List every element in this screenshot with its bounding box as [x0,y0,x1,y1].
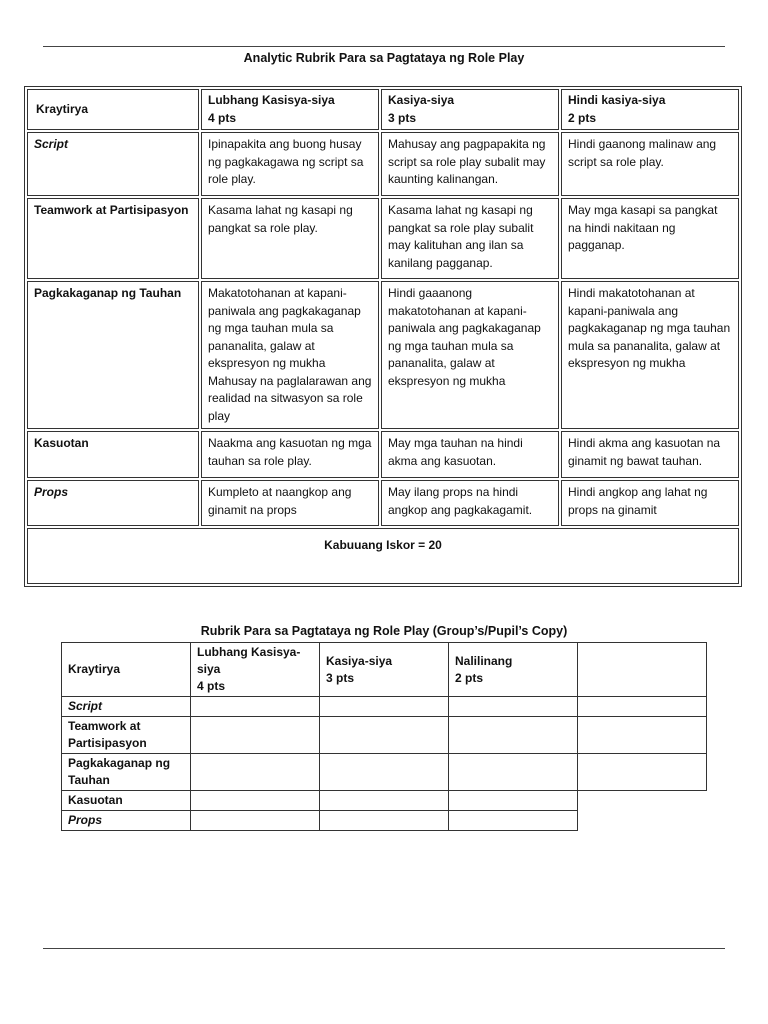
copy-cell [449,754,578,791]
rubric-row-teamwork [27,198,739,279]
copy-criterion-props: Props [62,811,191,831]
criterion-props: Props [27,480,199,526]
cell-script-2: Hindi gaanong malinaw ang script sa role play. [561,132,739,196]
cell-props-2: Hindi angkop ang lahat ng props na ginamit [561,480,739,526]
copy-cell [449,717,578,754]
copy-header-kraytirya: Kraytirya [62,643,191,697]
copy-cell [578,697,707,717]
copy-criterion-kasuotan: Kasuotan [62,791,191,811]
top-rule [43,46,725,47]
cell-teamwork-4: Kasama lahat ng kasapi ng pangkat sa role play. [201,198,379,279]
rubric-row-props [27,480,739,526]
copy-cell [320,717,449,754]
cell-pagkakaganap-2: Hindi makatotohanan at kapani-paniwala ang pagkakaganap ng mga tauhan mula sa pananalita, galaw at ekspresyon ng mukha [561,281,739,429]
rubric-row-script [27,132,739,196]
copy-row-script [62,697,707,717]
copy-cell [578,754,707,791]
copy-cell [191,791,320,811]
rubric-row-pagkakaganap [27,281,739,429]
rubric-row-kasuotan [27,431,739,478]
copy-row-pagkakaganap [62,754,707,791]
copy-cell [578,791,707,811]
copy-cell [191,697,320,717]
header-level-4: Lubhang Kasisya-siya 4 pts [201,89,379,130]
rubric-total-row [27,528,739,584]
copy-cell [578,811,707,831]
cell-kasuotan-3: May mga tauhan na hindi akma ang kasuotan. [381,431,559,478]
copy-header-level-2: Nalilinang 2 pts [449,643,578,697]
copy-criterion-script: Script [62,697,191,717]
header-kraytirya: Kraytirya [27,89,199,130]
copy-cell [449,811,578,831]
copy-cell [449,697,578,717]
cell-props-3: May ilang props na hindi angkop ang pagkakagamit. [381,480,559,526]
cell-props-4: Kumpleto at naangkop ang ginamit na props [201,480,379,526]
copy-header-level-3: Kasiya-siya 3 pts [320,643,449,697]
pupil-copy-table [61,642,707,831]
copy-header-level-4: Lubhang Kasisya-siya 4 pts [191,643,320,697]
copy-cell [191,717,320,754]
copy-cell [320,697,449,717]
cell-teamwork-3: Kasama lahat ng kasapi ng pangkat sa role play subalit may kalituhan ang ilan sa kanilang pagganap. [381,198,559,279]
copy-cell [578,717,707,754]
cell-pagkakaganap-4: Makatotohanan at kapani-paniwala ang pagkakaganap ng mga tauhan mula sa pananalita, galaw at ekspresyon ng mukha Mahusay na paglalarawan ang realidad na sitwasyon sa role play [201,281,379,429]
criterion-pagkakaganap: Pagkakaganap ng Tauhan [27,281,199,429]
criterion-script: Script [27,132,199,196]
copy-cell [191,811,320,831]
copy-row-kasuotan [62,791,707,811]
copy-header-blank [578,643,707,697]
bottom-rule [43,948,725,949]
criterion-teamwork: Teamwork at Partisipasyon [27,198,199,279]
copy-criterion-pagkakaganap: Pagkakaganap ng Tauhan [62,754,191,791]
cell-script-4: Ipinapakita ang buong husay ng pagkakagawa ng script sa role play. [201,132,379,196]
copy-criterion-teamwork: Teamwork at Partisipasyon [62,717,191,754]
header-level-3: Kasiya-siya 3 pts [381,89,559,130]
header-level-2: Hindi kasiya-siya 2 pts [561,89,739,130]
copy-cell [449,791,578,811]
copy-cell [320,791,449,811]
criterion-kasuotan: Kasuotan [27,431,199,478]
copy-title: Rubrik Para sa Pagtataya ng Role Play (Group’s/Pupil’s Copy) [200,624,568,638]
rubric-header-row [27,89,739,130]
copy-header-row [62,643,707,697]
rubric-title: Analytic Rubrik Para sa Pagtataya ng Role Play [243,51,525,65]
cell-kasuotan-4: Naakma ang kasuotan ng mga tauhan sa role play. [201,431,379,478]
copy-row-props [62,811,707,831]
cell-teamwork-2: May mga kasapi sa pangkat na hindi nakitaan ng pagganap. [561,198,739,279]
cell-kasuotan-2: Hindi akma ang kasuotan na ginamit ng bawat tauhan. [561,431,739,478]
cell-pagkakaganap-3: Hindi gaaanong makatotohanan at kapani-paniwala ang pagkakaganap ng mga tauhan mula sa pananalita, galaw at ekspresyon ng mukha [381,281,559,429]
copy-cell [320,811,449,831]
cell-script-3: Mahusay ang pagpapakita ng script sa role play subalit may kaunting kalinangan. [381,132,559,196]
copy-cell [191,754,320,791]
total-score: Kabuuang Iskor = 20 [27,528,739,584]
copy-cell [320,754,449,791]
copy-row-teamwork [62,717,707,754]
analytic-rubric-table [24,86,742,587]
